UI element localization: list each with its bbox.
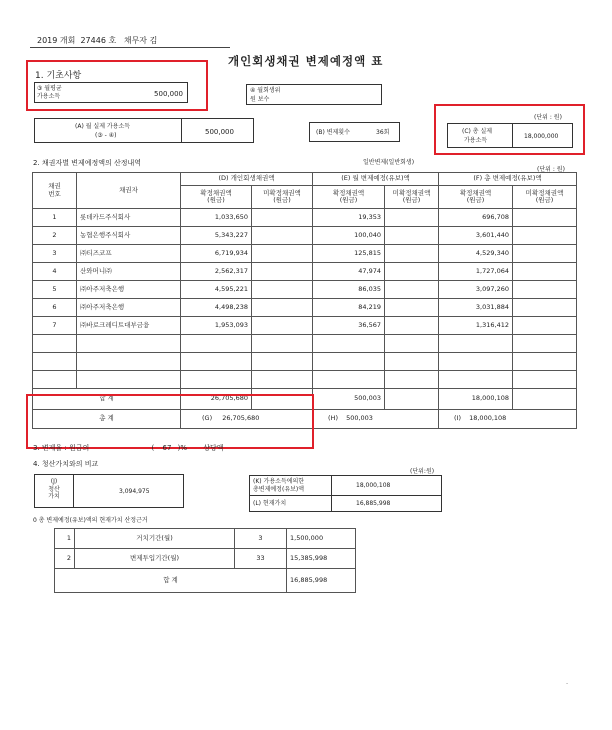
section4-heading: 4. 청산가치와의 비교 — [33, 460, 99, 468]
sum-d: 26,705,680 — [181, 389, 252, 410]
table-row: 3 ㈜티즈코프 6,719,934 125,815 4,529,340 — [33, 245, 577, 263]
unit-label-1: (단위 : 원) — [534, 114, 562, 121]
case-suffix: 호 — [108, 36, 117, 45]
pv-sum-value: 16,885,998 — [287, 569, 356, 593]
table-row: 1 롯데카드주식회사 1,033,650 19,353 696,708 — [33, 209, 577, 227]
highlight-total — [434, 104, 585, 155]
actual-income-box — [34, 118, 254, 143]
subheader-d-unconfirmed: 미확정채권액 (원금) — [252, 186, 313, 209]
monthly-income-value: 500,000 — [154, 90, 183, 98]
table-row: 5 ㈜아주저축은행 4,595,221 86,035 3,097,260 — [33, 281, 577, 299]
table-row-empty — [33, 353, 577, 371]
debtor-name: 김 — [149, 36, 158, 45]
case-year: 2019 — [37, 36, 58, 45]
repayment-count-box — [309, 122, 400, 142]
liquidation-value-box — [34, 474, 184, 508]
col-header-f: (F) 총 변제예정(유보)액 — [439, 173, 577, 186]
actual-income-label: (A) 월 실제 가용소득 — [75, 123, 131, 130]
subheader-e-unconfirmed: 미확정채권액 (원금) — [385, 186, 439, 209]
l-label: (L) 현재가치 — [253, 500, 287, 507]
case-no: 27446 — [80, 36, 106, 45]
k-label: (K) 가용소득에의한 — [253, 478, 305, 485]
page-title: 개인회생채권 변제예정액 표 — [228, 54, 384, 68]
repayment-count-label: (B) 변제횟수 — [316, 129, 350, 136]
table-row: 1 거치기간(월) 3 1,500,000 — [55, 529, 356, 549]
repayment-rate-value: 67 — [162, 444, 172, 452]
present-value-table — [54, 528, 356, 593]
trustee-fee-box — [246, 84, 382, 105]
debtor-label: 채무자 — [123, 36, 148, 45]
unit-label-4: (단위:원) — [410, 468, 435, 475]
repayment-rate: 3. 변제율 : 원금의 ( 67 )% 상당액 — [33, 444, 224, 452]
table-row: 6 ㈜아주저축은행 4,498,238 84,219 3,031,884 — [33, 299, 577, 317]
trustee-fee-label-2: 원 보수 — [250, 96, 270, 103]
actual-income-formula: (③ - ④) — [95, 132, 117, 139]
highlight-basic — [26, 60, 208, 111]
case-label: 개회 — [59, 36, 76, 45]
repayment-mode: 일반변제(일반회생) — [363, 159, 415, 166]
k-label-2: 총변제예정(유보)액 — [253, 486, 305, 493]
col-header-e: (E) 월 변제예정(유보)액 — [313, 173, 439, 186]
header-rule — [30, 47, 230, 48]
comparison-box — [249, 475, 442, 512]
k-value: 18,000,108 — [356, 482, 391, 489]
table-row: 4 산와머니㈜ 2,562,317 47,974 1,727,064 — [33, 263, 577, 281]
total-income-label-2: 가용소득 — [464, 137, 488, 144]
table-row: 2 농협은행주식회사 5,343,227 100,040 3,601,440 — [33, 227, 577, 245]
total-income-value: 18,000,000 — [524, 133, 559, 140]
liquidation-value: 3,094,975 — [119, 488, 150, 495]
table-row-empty — [33, 335, 577, 353]
table-row-empty — [33, 371, 577, 389]
section2-heading: 2. 채권자별 변제예정액의 산정내역 — [33, 159, 142, 167]
monthly-income-label: ③ 월평균 — [37, 85, 62, 92]
total-i: (I) 18,000,108 — [439, 410, 577, 429]
subheader-f-confirmed: 확정채권액 (원금) — [439, 186, 513, 209]
creditor-table — [32, 172, 577, 429]
table-row: 7 ㈜바로크레디트대부금융 1,953,093 36,567 1,316,412 — [33, 317, 577, 335]
actual-income-value: 500,000 — [205, 128, 234, 136]
footer-mark: - — [566, 680, 569, 687]
highlight-sum — [26, 394, 314, 449]
unit-label-2: (단위 : 원) — [537, 166, 565, 173]
total-label: 총 계 — [33, 410, 181, 429]
pv-sum-label: 합 계 — [55, 569, 287, 593]
subheader-f-unconfirmed: 미확정채권액 (원금) — [513, 186, 577, 209]
trustee-fee-label: ④ 월회생위 — [250, 87, 281, 94]
section1-heading: 1. 기초사항 — [35, 71, 82, 81]
total-g: (G) 26,705,680 — [181, 410, 313, 429]
sum-label: 합 계 — [33, 389, 181, 410]
repayment-count-value: 36회 — [376, 129, 390, 136]
l-value: 16,885,998 — [356, 500, 391, 507]
subheader-d-confirmed: 확정채권액 (원금) — [181, 186, 252, 209]
sum-row — [55, 569, 356, 593]
case-number — [37, 36, 157, 45]
total-h: (H) 500,003 — [313, 410, 439, 429]
monthly-income-label-2: 가용소득 — [37, 93, 61, 100]
total-income-label: (C) 총 실제 — [462, 128, 493, 135]
col-header-d: (D) 개인회생채권액 — [181, 173, 313, 186]
subheader-e-confirmed: 확정채권액 (원금) — [313, 186, 385, 209]
section5-heading: 0 총 변제예정(유보)액의 현재가치 산정근거 — [33, 517, 148, 524]
sum-e: 500,003 — [313, 389, 385, 410]
col-header-no: 채권 번호 — [33, 173, 77, 209]
table-row: 2 변제투입기간(월) 33 15,385,998 — [55, 549, 356, 569]
liquidation-label: (J) 청산 가치 — [48, 478, 60, 500]
col-header-creditor: 채권자 — [77, 173, 181, 209]
sum-f: 18,000,108 — [439, 389, 513, 410]
